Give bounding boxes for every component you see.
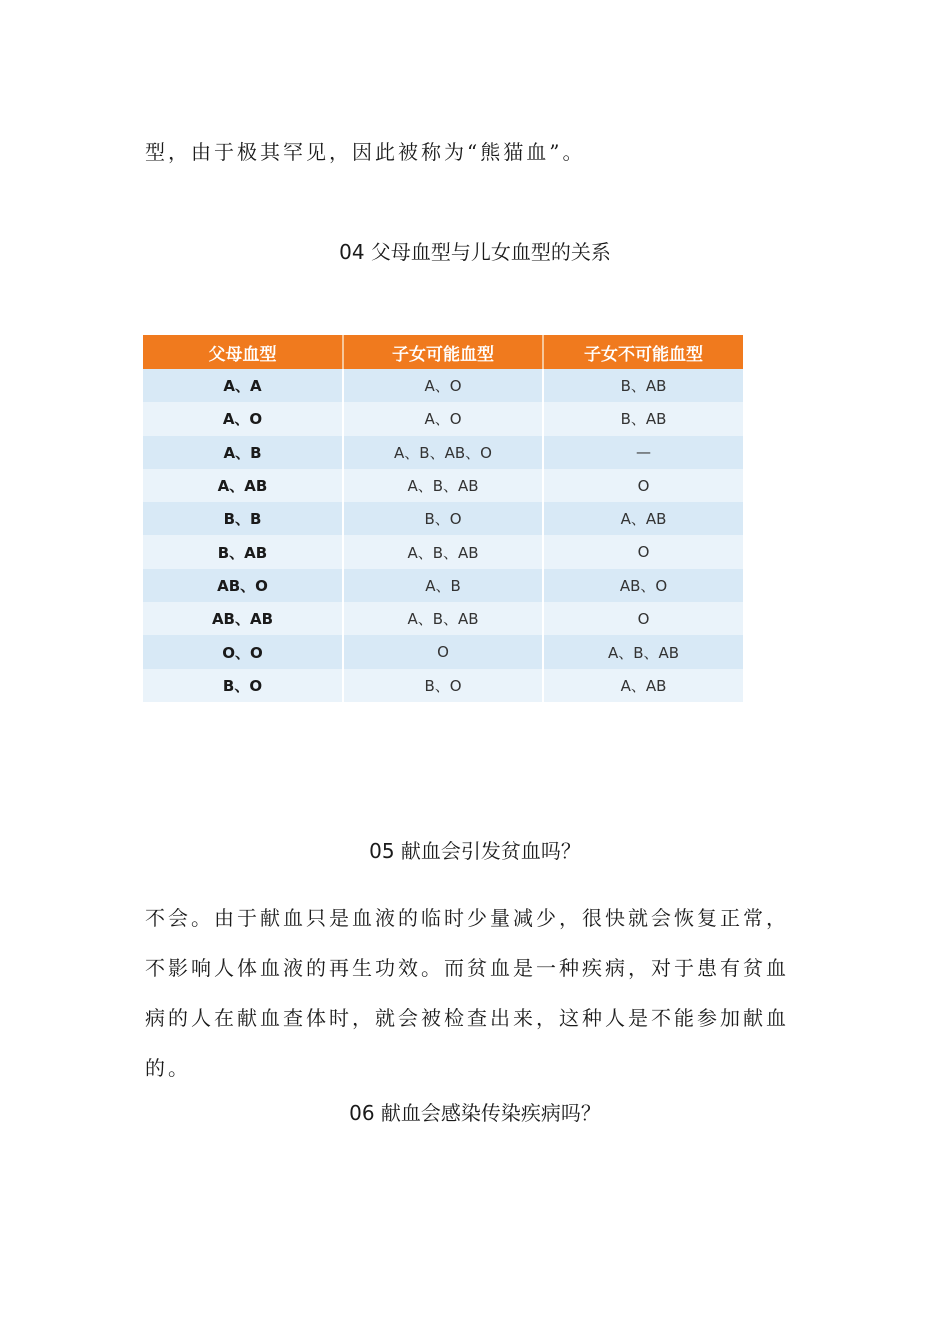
cell-possible: B、O bbox=[343, 669, 543, 702]
section-04-heading: 04 父母血型与儿女血型的关系 bbox=[339, 240, 611, 264]
table-row bbox=[143, 669, 743, 702]
cell-parents: A、O bbox=[143, 402, 343, 435]
cell-parents: B、AB bbox=[143, 535, 343, 568]
cell-parents: A、B bbox=[143, 436, 343, 469]
section-05-heading: 05 献血会引发贫血吗？ bbox=[369, 839, 581, 863]
cell-parents: A、A bbox=[143, 369, 343, 402]
cell-impossible: O bbox=[543, 469, 743, 502]
cell-impossible: B、AB bbox=[543, 369, 743, 402]
cell-parents: B、O bbox=[143, 669, 343, 702]
section-05-paragraph: 不会。由于献血只是血液的临时少量减少，很快就会恢复正常，不影响人体血液的再生功效。而贫血是一种疾病，对于患有贫血病的人在献血查体时，就会被检查出来，这种人是不能参加献血的。 bbox=[145, 906, 789, 1080]
blood-type-table bbox=[143, 335, 743, 702]
cell-possible: A、B、AB、O bbox=[343, 436, 543, 469]
header-possible: 子女可能血型 bbox=[343, 335, 543, 369]
table-row bbox=[143, 635, 743, 668]
table-row bbox=[143, 569, 743, 602]
section-06-heading: 06 献血会感染传染疾病吗？ bbox=[349, 1101, 601, 1125]
cell-impossible: O bbox=[543, 535, 743, 568]
cell-possible: O bbox=[343, 635, 543, 668]
cell-parents: A、AB bbox=[143, 469, 343, 502]
table-row bbox=[143, 502, 743, 535]
cell-possible: A、O bbox=[343, 369, 543, 402]
cell-parents: B、B bbox=[143, 502, 343, 535]
cell-possible: A、B bbox=[343, 569, 543, 602]
cell-possible: A、B、AB bbox=[343, 469, 543, 502]
cell-impossible: — bbox=[543, 436, 743, 469]
cell-parents: AB、O bbox=[143, 569, 343, 602]
table-row bbox=[143, 436, 743, 469]
cell-impossible: B、AB bbox=[543, 402, 743, 435]
cell-possible: A、B、AB bbox=[343, 602, 543, 635]
cell-parents: AB、AB bbox=[143, 602, 343, 635]
table-header-row bbox=[143, 335, 743, 369]
cell-possible: A、B、AB bbox=[343, 535, 543, 568]
cell-impossible: A、B、AB bbox=[543, 635, 743, 668]
header-parents: 父母血型 bbox=[143, 335, 343, 369]
table-row bbox=[143, 469, 743, 502]
cell-parents: O、O bbox=[143, 635, 343, 668]
table-row bbox=[143, 602, 743, 635]
table-row bbox=[143, 402, 743, 435]
cell-possible: A、O bbox=[343, 402, 543, 435]
table-row bbox=[143, 369, 743, 402]
cell-impossible: AB、O bbox=[543, 569, 743, 602]
cell-possible: B、O bbox=[343, 502, 543, 535]
header-impossible: 子女不可能血型 bbox=[543, 335, 743, 369]
cell-impossible: A、AB bbox=[543, 669, 743, 702]
cell-impossible: O bbox=[543, 602, 743, 635]
cell-impossible: A、AB bbox=[543, 502, 743, 535]
table-row bbox=[143, 535, 743, 568]
top-paragraph: 型，由于极其罕见，因此被称为“熊猫血”。 bbox=[145, 140, 586, 164]
